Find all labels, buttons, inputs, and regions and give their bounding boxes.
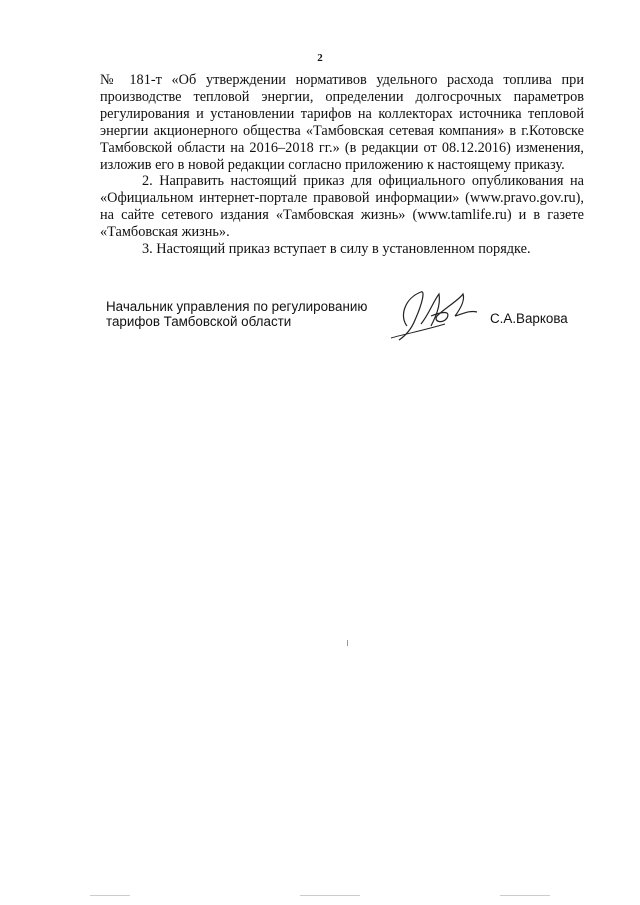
paragraph-continuation: № 181-т «Об утверждении нормативов удельного расхода топлива при производстве тепловой энергии, определении долгосрочных параметров регулирования и установлении тарифов на коллекторах источника тепловой энергии акционерного общества «Тамбовская сетевая компания» в г.Котовске Тамбовской области на 2016–2018 гг.» (в редакции от 08.12.2016) изменения, изложив его в новой редакции согласно приложению к настоящему приказу. [100,72,584,173]
scan-artifact [500,895,550,896]
signatory-title-line-1: Начальник управления по регулированию [106,299,368,314]
signatory-name: С.А.Варкова [490,311,568,326]
scan-artifact [300,895,360,896]
handwritten-signature [385,286,495,348]
signature-block [100,300,590,360]
scan-artifact [90,895,130,896]
document-body [100,72,584,258]
paragraph-publication: 2. Направить настоящий приказ для официального опубликования на «Официальном интернет-портале правовой информации» (www.pravo.gov.ru), на сайте сетевого издания «Тамбовская жизнь» (www.tamlife.ru) и в газете «Тамбовская жизнь». [100,173,584,241]
scan-artifact [347,640,348,646]
signatory-title-line-2: тарифов Тамбовской области [106,313,292,329]
paragraph-effective: 3. Настоящий приказ вступает в силу в установленном порядке. [142,241,531,258]
signatory-title [106,300,386,329]
page-number: 2 [317,52,323,64]
